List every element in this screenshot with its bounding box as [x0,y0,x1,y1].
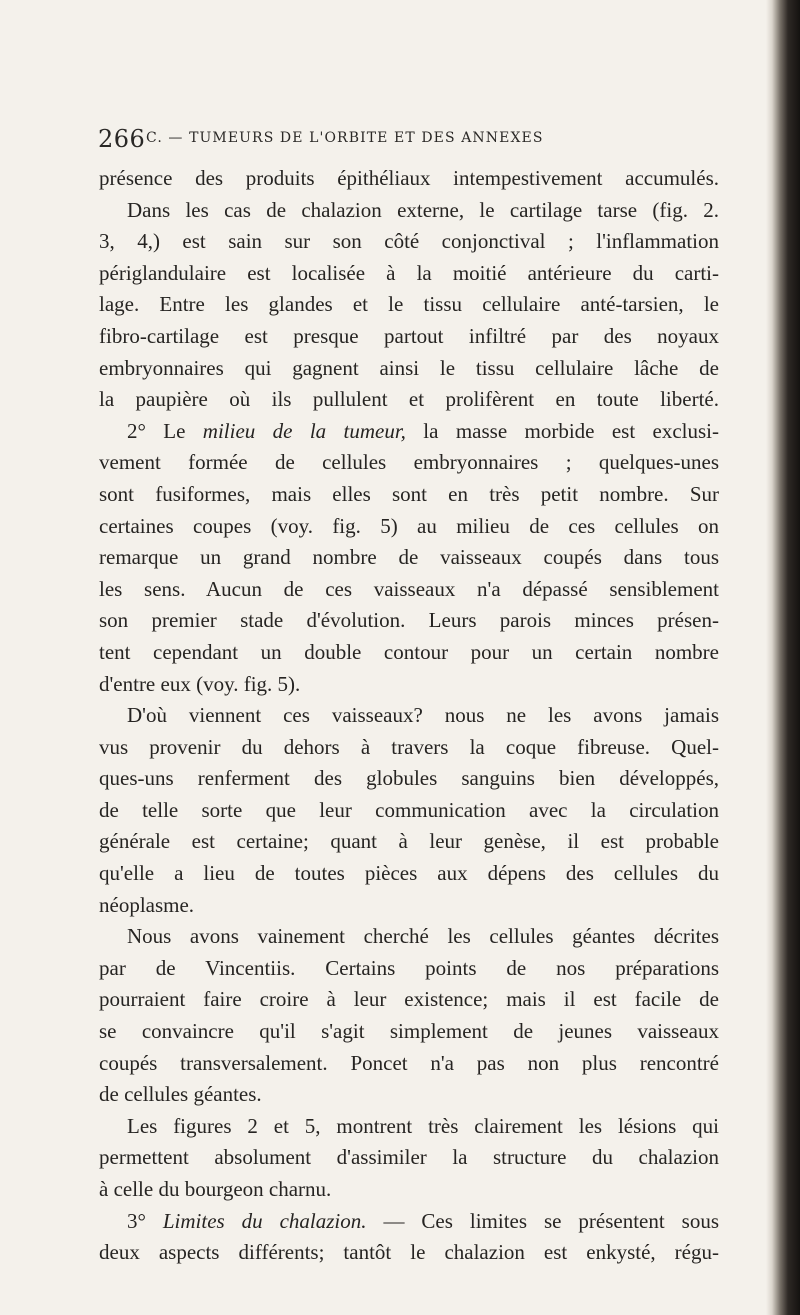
text-line: coupés transversalement. Poncet n'a pas non plus rencontré [99,1050,719,1075]
text-line: embryonnaires qui gagnent ainsi le tissu cellulaire lâche de [99,355,719,380]
text-line: par de Vincentiis. Certains points de nos préparations [99,955,719,980]
text-line: se convaincre qu'il s'agit simplement de jeunes vaisseaux [99,1019,719,1044]
text-line: néoplasme. [99,892,195,917]
text-line [99,416,719,448]
text-fragment: la masse morbide est exclusi- [405,418,720,443]
text-line: Nous avons vainement cherché les cellules géantes décrites [127,924,719,949]
text-line: certaines coupes (voy. fig. 5) au milieu de ces cellules on [99,513,719,538]
book-spine-shadow [766,0,800,1315]
text-line: à celle du bourgeon charnu. [99,1177,332,1201]
text-line: deux aspects différents; tantôt le chalazion est enkysté, régu- [99,1240,719,1265]
running-head: C. — TUMEURS DE L'ORBITE ET DES ANNEXES [146,130,544,146]
text-line: tent cependant un double contour pour un certain nombre [99,639,719,664]
text-line: permettent absolument d'assimiler la structure du chalazion [99,1145,719,1170]
text-line: Les figures 2 et 5, montrent très clairement les lésions qui [127,1113,719,1138]
text-line: de telle sorte que leur communication avec la circulation [99,797,719,822]
text-line: ques-uns renferment des globules sanguins bien développés, [99,766,719,791]
text-line: pourraient faire croire à leur existence; mais il est facile de [99,987,719,1012]
italic-phrase: milieu de la tumeur, [202,418,406,443]
text-line: 3, 4,) est sain sur son côté conjonctival ; l'inflammation [99,229,719,254]
text-fragment: 3° [127,1208,163,1233]
text-line: lage. Entre les glandes et le tissu cellulaire anté-tarsien, le [99,292,719,317]
text-line: qu'elle a lieu de toutes pièces aux dépens des cellules du [99,861,719,886]
italic-phrase: Limites du chalazion. [162,1208,367,1233]
text-line: générale est certaine; quant à leur genèse, il est probable [99,829,719,854]
text-line: son premier stade d'évolution. Leurs parois minces présen- [99,608,719,633]
text-line: d'entre eux (voy. fig. 5). [99,671,301,696]
body-text [99,163,719,1269]
text-line: vement formée de cellules embryonnaires ; quelques-unes [99,450,719,475]
text-line: de cellules géantes. [99,1082,262,1107]
text-fragment: — Ces limites se présentent sous [366,1208,719,1233]
text-line: remarque un grand nombre de vaisseaux coupés dans tous [99,545,719,570]
text-line: fibro-cartilage est presque partout infiltré par des noyaux [99,323,719,348]
text-line: les sens. Aucun de ces vaisseaux n'a dépassé sensiblement [99,576,719,601]
page-header [98,125,718,155]
text-fragment: 2° Le [127,418,203,443]
text-line [99,1206,719,1238]
page-number: 266 [98,125,146,153]
text-line: sont fusiformes, mais elles sont en très petit nombre. Sur [99,481,719,506]
text-line: présence des produits épithéliaux intempestivement accumulés. [99,166,719,190]
text-line: Dans les cas de chalazion externe, le cartilage tarse (fig. 2. [127,197,719,222]
text-line: D'où viennent ces vaisseaux? nous ne les avons jamais [127,703,719,728]
text-line: la paupière où ils pullulent et prolifèrent en toute liberté. [99,387,719,412]
text-line: périglandulaire est localisée à la moitié antérieure du carti- [99,260,719,285]
text-line: vus provenir du dehors à travers la coque fibreuse. Quel- [99,734,719,759]
